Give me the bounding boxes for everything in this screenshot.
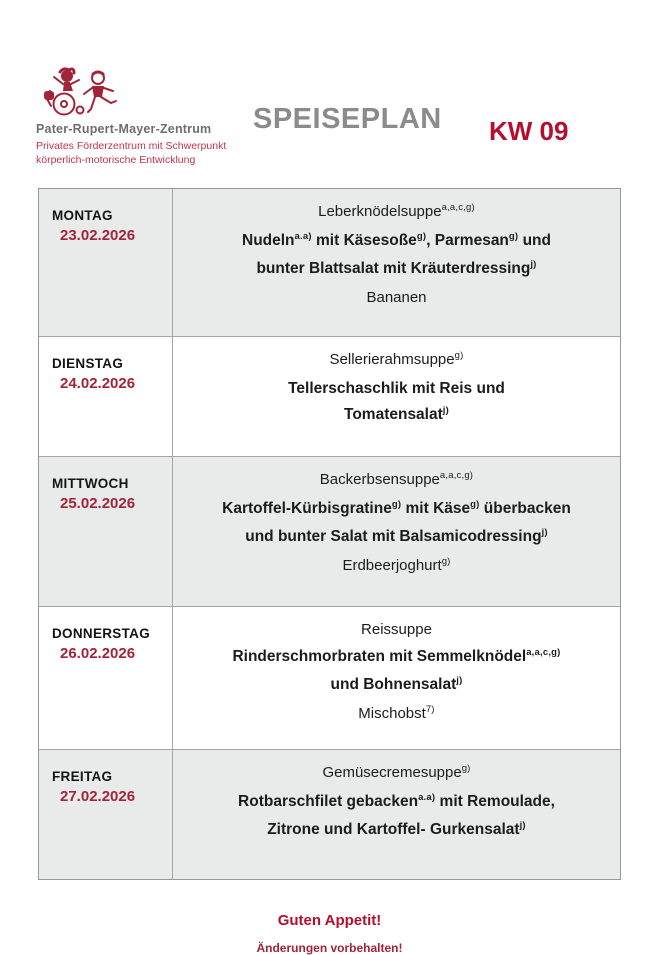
menu-text: Zitrone und Kartoffel- Gurkensalat xyxy=(267,821,520,838)
allergen-superscript: g) xyxy=(508,230,519,242)
allergen-superscript: g) xyxy=(441,555,451,567)
day-cell xyxy=(39,189,173,336)
menu-text: und xyxy=(518,231,551,249)
menu-text: Gemüsecremesuppe xyxy=(322,764,462,781)
menu-line xyxy=(183,789,610,818)
menu-text: und Bohnensalat xyxy=(330,676,457,693)
menu-cell xyxy=(173,457,620,606)
organization-subtitle xyxy=(36,139,256,167)
menu-line xyxy=(183,817,610,846)
menu-text: Bananen xyxy=(366,288,427,306)
allergen-superscript: g) xyxy=(461,763,471,774)
allergen-superscript: a,a,c,g) xyxy=(439,470,474,481)
organization-logo-block xyxy=(36,66,256,167)
menu-line xyxy=(183,701,610,730)
allergen-superscript: j) xyxy=(519,820,526,831)
day-name: MONTAG xyxy=(52,208,113,223)
footer-message: Guten Appetit! xyxy=(277,912,382,929)
allergen-superscript: g) xyxy=(391,498,402,510)
menu-line xyxy=(183,376,610,403)
allergen-superscript: j) xyxy=(541,527,548,538)
menu-text: Sellerierahmsuppe xyxy=(329,351,455,368)
menu-cell xyxy=(173,750,620,879)
menu-line xyxy=(183,760,610,789)
menu-text: mit Käse xyxy=(401,499,471,517)
menu-text: Tellerschaschlik mit Reis und xyxy=(288,379,505,397)
menu-line xyxy=(183,347,610,376)
menu-text: und bunter Salat mit Balsamicodressing xyxy=(245,528,542,545)
menu-row-freitag xyxy=(39,749,620,879)
menu-line xyxy=(183,467,610,496)
allergen-superscript: j) xyxy=(530,259,537,270)
day-name: DONNERSTAG xyxy=(52,626,151,641)
day-cell xyxy=(39,337,173,456)
menu-text: Erdbeerjoghurt xyxy=(342,556,442,574)
menu-text: überbacken xyxy=(479,499,571,517)
menu-cell xyxy=(173,337,620,456)
menu-text: Rinderschmorbraten mit Semmelknödel xyxy=(232,647,527,665)
menu-text: , Parmesan xyxy=(426,231,509,249)
menu-row-donnerstag xyxy=(39,606,620,749)
allergen-superscript: g) xyxy=(454,350,464,361)
day-date: 23.02.2026 xyxy=(60,227,136,244)
menu-text: mit Remoulade, xyxy=(435,792,555,810)
allergen-superscript: a.a) xyxy=(418,791,436,803)
day-cell xyxy=(39,457,173,606)
menu-cell xyxy=(173,189,620,336)
children-logo-icon xyxy=(40,66,128,118)
menu-line xyxy=(183,617,610,644)
allergen-superscript: a.a) xyxy=(294,230,312,242)
menu-cell xyxy=(173,607,620,749)
menu-text: Reissuppe xyxy=(361,621,432,638)
menu-text: Kartoffel-Kürbisgratine xyxy=(222,499,392,517)
menu-text: Leberknödelsuppe xyxy=(318,203,442,220)
menu-text: Tomatensalat xyxy=(344,406,443,423)
menu-text: Mischobst xyxy=(358,704,426,722)
day-date: 25.02.2026 xyxy=(60,495,136,512)
allergen-superscript: a,a,c,g) xyxy=(526,646,561,658)
menu-text: mit Käsesoße xyxy=(311,231,417,249)
menu-text: Rotbarschfilet gebacken xyxy=(238,792,419,810)
menu-text: Nudeln xyxy=(242,231,295,249)
allergen-superscript: j) xyxy=(442,405,449,416)
allergen-superscript: g) xyxy=(470,498,480,510)
day-name: DIENSTAG xyxy=(52,356,124,371)
day-date: 24.02.2026 xyxy=(60,375,136,392)
day-name: MITTWOCH xyxy=(52,476,129,491)
menu-text: Backerbsensuppe xyxy=(319,471,440,488)
menu-text: bunter Blattsalat mit Kräuterdressing xyxy=(256,260,531,277)
organization-title: Pater-Rupert-Mayer-Zentrum xyxy=(36,122,212,136)
day-cell xyxy=(39,607,173,749)
menu-row-dienstag xyxy=(39,336,620,456)
calendar-week-label: KW 09 xyxy=(489,116,569,146)
day-date: 26.02.2026 xyxy=(60,645,136,662)
day-cell xyxy=(39,750,173,879)
menu-line xyxy=(183,496,610,525)
allergen-superscript: j) xyxy=(456,675,463,686)
page-title: SPEISEPLAN xyxy=(253,103,442,135)
day-date: 27.02.2026 xyxy=(60,788,136,805)
menu-line xyxy=(183,228,610,257)
organization-subtitle-line2: körperlich-motorische Entwicklung xyxy=(36,154,196,166)
menu-table xyxy=(38,188,621,880)
menu-line xyxy=(183,199,610,228)
footer-note-clipped: Änderungen vorbehalten! xyxy=(256,941,403,955)
allergen-superscript: g) xyxy=(416,230,427,242)
day-name: FREITAG xyxy=(52,769,113,784)
menu-row-mittwoch xyxy=(39,456,620,606)
organization-subtitle-line1: Privates Förderzentrum mit Schwerpunkt xyxy=(36,140,227,152)
menu-line xyxy=(183,553,610,582)
allergen-superscript: 7) xyxy=(425,703,435,715)
menu-line xyxy=(183,644,610,673)
menu-line xyxy=(183,672,610,701)
menu-row-montag xyxy=(39,189,620,336)
menu-line xyxy=(183,402,610,431)
menu-line xyxy=(183,256,610,285)
menu-line xyxy=(183,285,610,312)
allergen-superscript: a,a,c,g) xyxy=(441,202,475,213)
menu-line xyxy=(183,524,610,553)
